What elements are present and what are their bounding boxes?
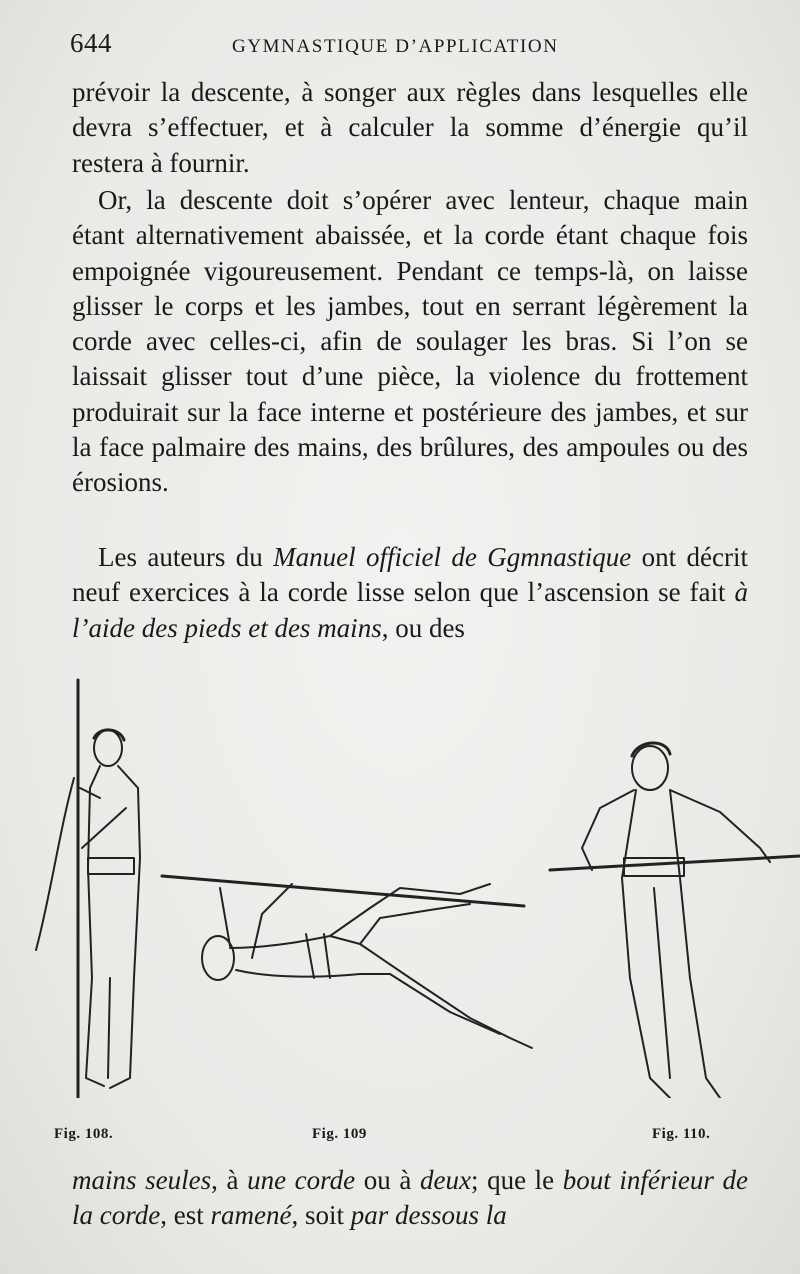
paragraph-2: Or, la descente doit s’opérer avec lenteur, chaque main étant alternativement abaissée, et la corde étant chaque fois empoignée vigoureusement. Pendant ce temps-là, on laisse glisser le corps et les jambes, tout en serrant légèrement la corde avec celles-ci, afin de soulager les bras. Si l’on se laissait glisser tout d’une pièce, la violence du frottement produirait sur la face interne et postérieure des jambes, et sur la face palmaire des mains, des brûlures, des ampoules ou des érosions. — [72, 185, 748, 498]
figure-108-caption: Fig. 108. — [54, 1126, 114, 1142]
bottom-em-a: mains seules — [72, 1165, 212, 1195]
p3-text-a: Les auteurs du — [98, 542, 274, 572]
bottom-em-g: bout inférieur de la corde — [72, 1165, 748, 1231]
bottom-text-f: ; que le — [470, 1165, 563, 1195]
paragraph-1: prévoir la descente, à songer aux règles dans lesquelles elle devra s’effectuer, et à calculer la somme d’énergie qu’il restera à fournir. — [72, 77, 748, 178]
figure-110-caption: Fig. 110. — [652, 1126, 711, 1142]
page-number: 644 — [70, 28, 112, 58]
bottom-em-e: deux — [419, 1165, 471, 1195]
paragraph-bottom — [72, 1163, 748, 1234]
p3-emphasis: à l’aide des pieds et des mains — [72, 577, 748, 643]
bottom-text-d: ou à — [355, 1165, 420, 1195]
bottom-text-b: , à — [211, 1165, 248, 1195]
page-header — [70, 28, 750, 62]
figure-110-illustration — [550, 743, 800, 1098]
figure-109-illustration — [162, 876, 532, 1048]
paragraph-3 — [72, 540, 748, 646]
bottom-text-h: , est — [160, 1200, 211, 1231]
p3-text-c: ont décrit neuf exercices à la corde lisse selon que l’ascension se fait — [72, 542, 748, 608]
bottom-em-c: une corde — [247, 1165, 356, 1195]
rope-exercise-illustrations — [30, 678, 800, 1098]
figure-108-illustration — [36, 680, 140, 1098]
running-title: GYMNASTIQUE D’APPLICATION — [232, 36, 559, 57]
p3-text-e: , ou des — [381, 612, 465, 643]
figure-109-caption: Fig. 109 — [312, 1126, 367, 1142]
bottom-text-j: , soit — [291, 1200, 351, 1231]
manual-title: Manuel officiel de Ggmnastique — [273, 542, 632, 572]
bottom-em-i: ramené — [210, 1200, 292, 1231]
bottom-em-k: par dessous la — [350, 1200, 507, 1231]
